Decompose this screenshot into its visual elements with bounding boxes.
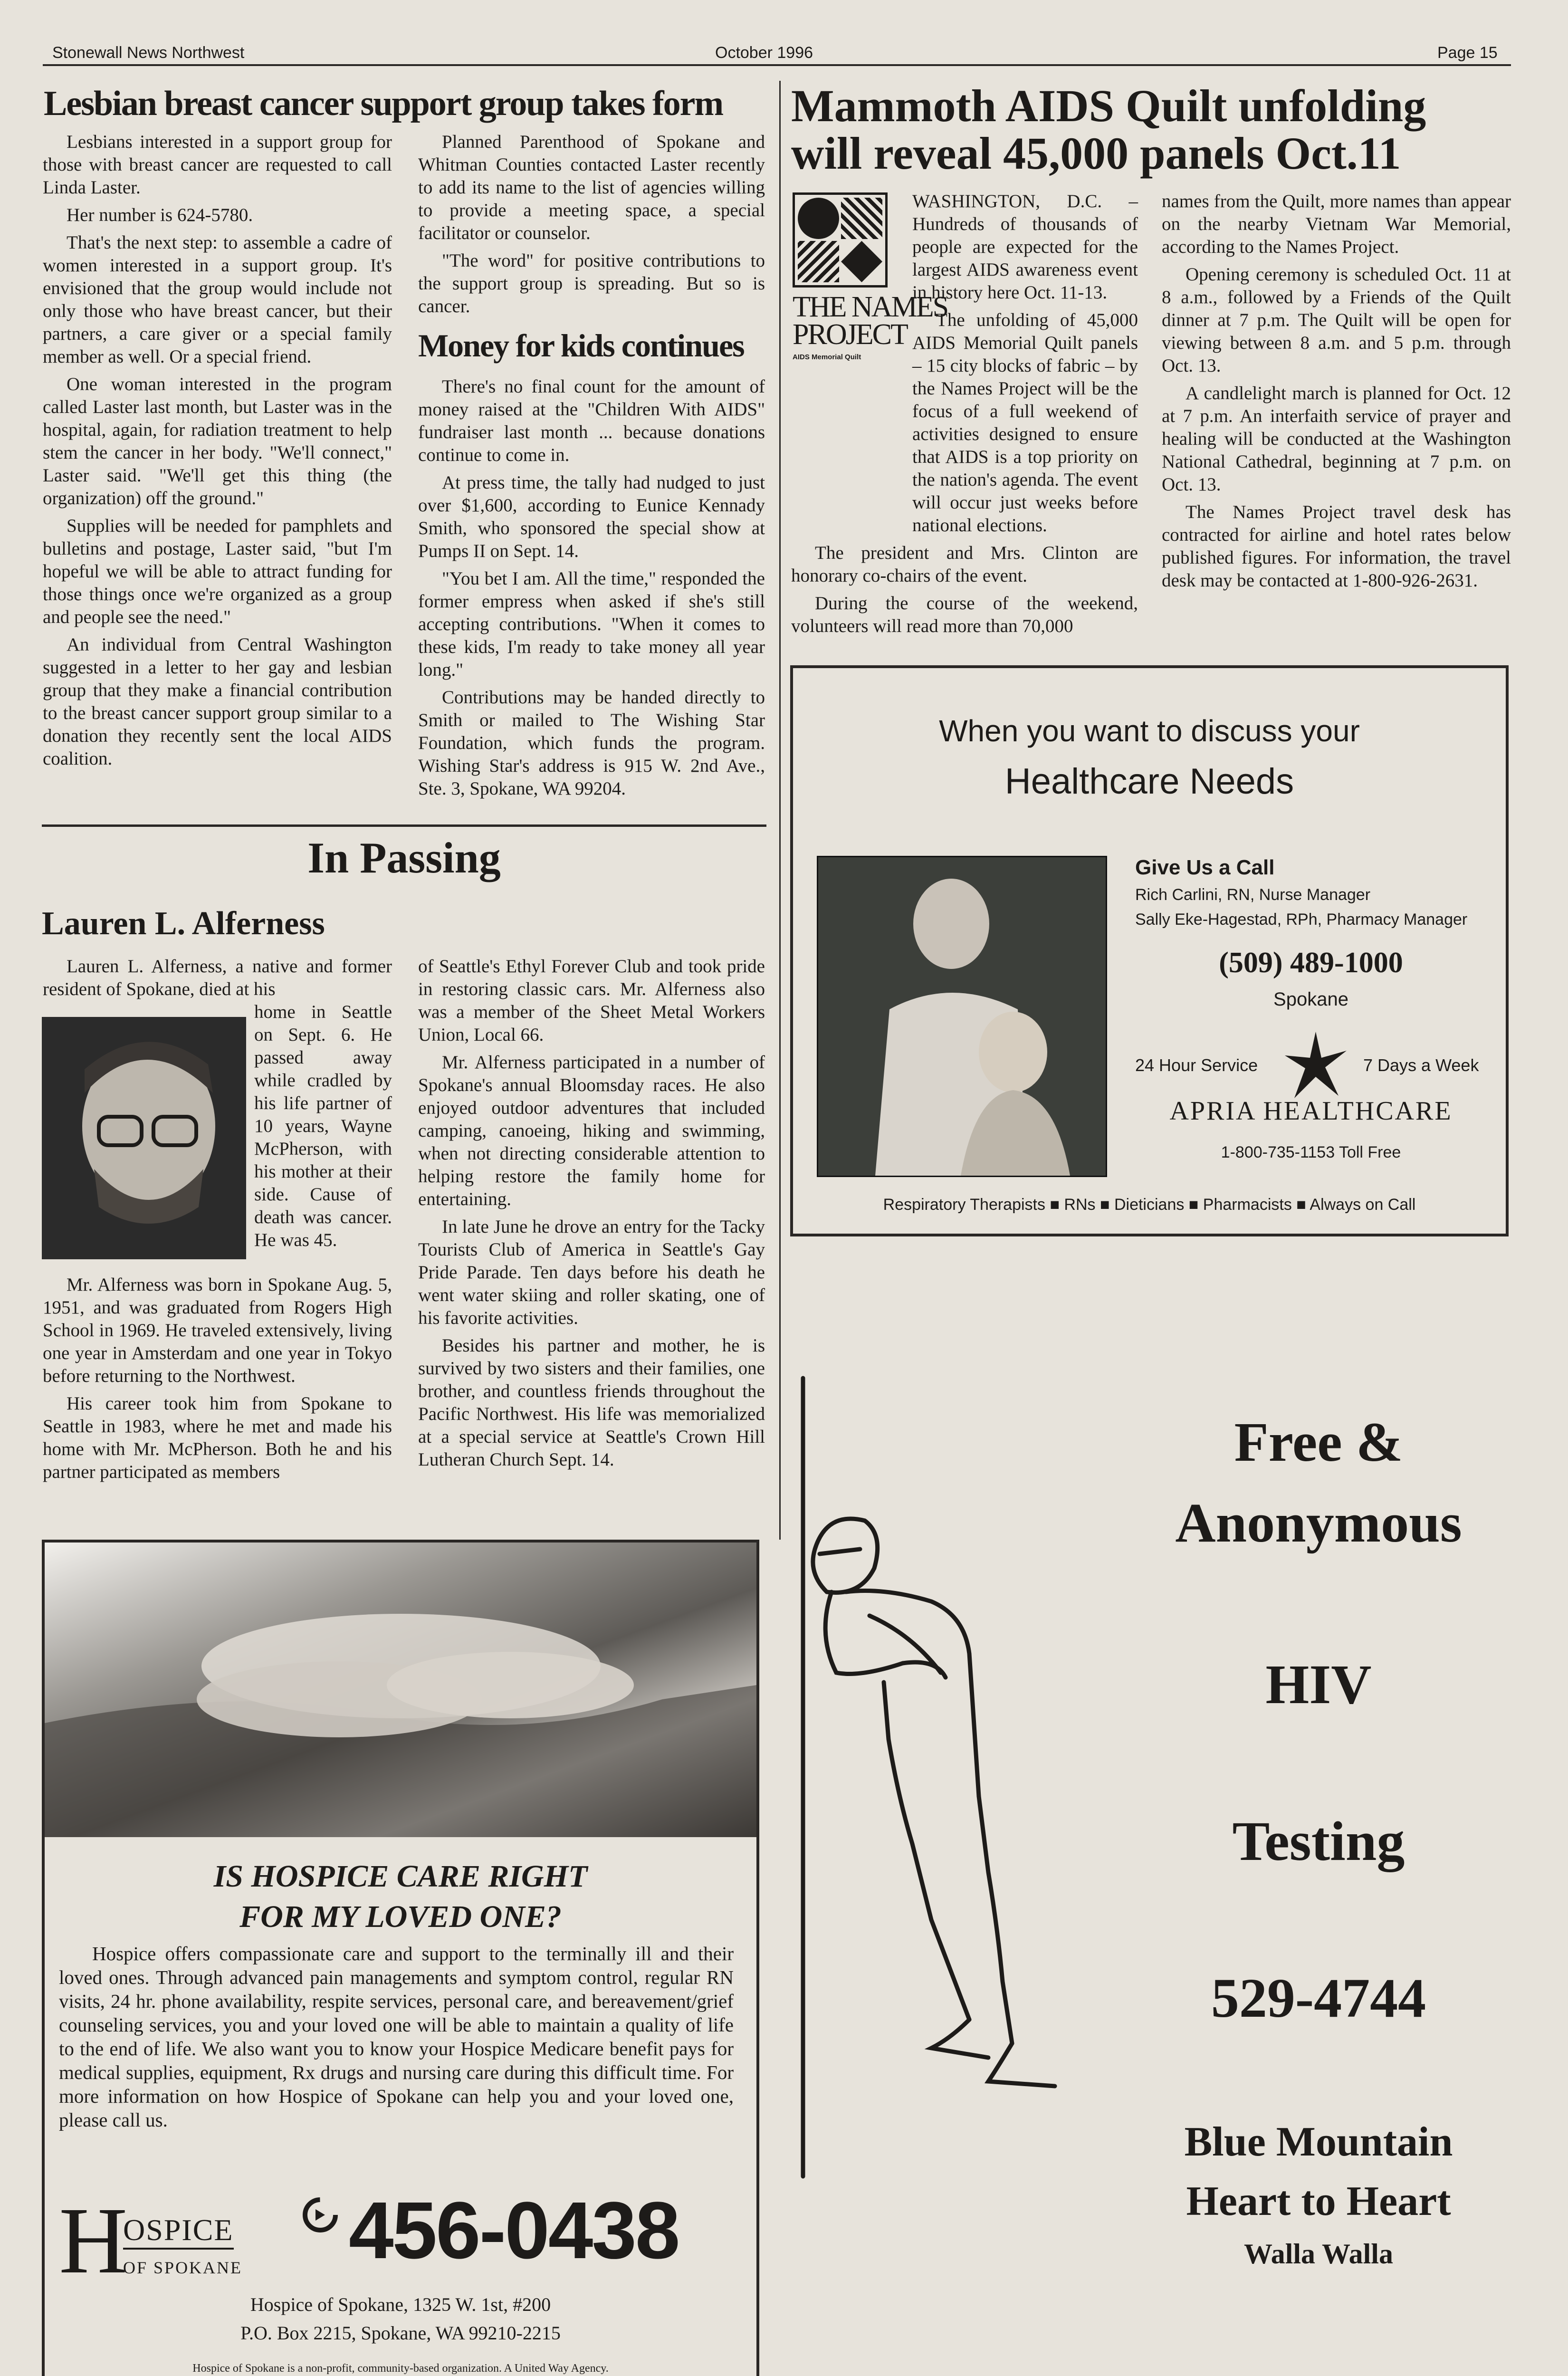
hospice-ad bbox=[42, 1540, 759, 2376]
money-kids-body bbox=[418, 375, 765, 805]
quilt-col2 bbox=[1162, 190, 1511, 597]
hospice-body bbox=[59, 1942, 734, 2136]
breast-cancer-headline: Lesbian breast cancer support group takes form bbox=[44, 84, 723, 123]
hospice-logo-h: H bbox=[59, 2188, 128, 2293]
masthead-rule bbox=[43, 64, 1511, 66]
obituary-col2 bbox=[418, 955, 765, 1476]
hospice-address-1: Hospice of Spokane, 1325 W. 1st, #200 bbox=[250, 2294, 551, 2315]
issue-date: October 1996 bbox=[715, 44, 813, 62]
staff-name-1: Rich Carlini, RN, Nurse Manager bbox=[1135, 886, 1371, 904]
service-hours: 24 Hour Service bbox=[1135, 1055, 1258, 1075]
alferness-photo bbox=[42, 1017, 246, 1259]
hospice-logo-city: OF SPOKANE bbox=[123, 2258, 243, 2277]
paper-name: Stonewall News Northwest bbox=[52, 44, 245, 62]
paragraph: During the course of the weekend, volunteers will read more than 70,000 bbox=[791, 593, 1138, 636]
paragraph: Her number is 624-5780. bbox=[67, 205, 253, 225]
hospice-logo-word: OSPICE bbox=[123, 2213, 234, 2250]
apria-services: Respiratory Therapists ■ RNs ■ Dieticians ■ Pharmacists ■ Always on Call bbox=[883, 1196, 1416, 1214]
hiv-line-3: HIV bbox=[1265, 1653, 1372, 1715]
paragraph: There's no final count for the amount of money raised at the "Children With AIDS" fundraiser last month ... because donations continue to come in. bbox=[418, 376, 765, 465]
paragraph: Supplies will be needed for pamphlets and bulletins and postage, Laster said, "but I'm hopeful we will be able to attract funding for those things once we're organized as a group and people see the need." bbox=[43, 516, 392, 627]
quilt-col1-bottom bbox=[791, 542, 1138, 642]
hiv-phone: 529-4744 bbox=[1211, 1967, 1426, 2029]
column-divider bbox=[779, 81, 781, 1540]
paragraph: An individual from Central Washington suggested in a letter to her gay and lesbian group that they make a financial contribution to the breast cancer support group similar to a donation they recently sent the local AIDS coalition. bbox=[43, 634, 392, 769]
apria-city: Spokane bbox=[1273, 989, 1348, 1010]
paragraph: WASHINGTON, D.C. – Hundreds of thousands of people are expected for the largest AIDS awareness event in history here Oct. 11-13. bbox=[912, 191, 1138, 303]
paragraph: The Names Project travel desk has contracted for airline and hotel rates below published figures. For information, the travel desk may be contacted at 1-800-926-2631. bbox=[1162, 502, 1511, 591]
paragraph: The unfolding of 45,000 AIDS Memorial Quilt panels – 15 city blocks of fabric – by the Names Project will be the focus of a full weekend of activities designed to ensure that AIDS is a top priority on the nation's agenda. The event will occur just weeks before national elections. bbox=[912, 310, 1138, 536]
paragraph: That's the next step: to assemble a cadre of women interested in a support group. It's envisioned that the group would include not only those who have breast cancer, but their partners, a care giver or a special family member as well. Or a special friend. bbox=[43, 232, 392, 367]
paragraph: Opening ceremony is scheduled Oct. 11 at 8 a.m., followed by a Friends of the Quilt dinner at 7 p.m. The Quilt will be open for viewing between 8 a.m. and 5 p.m. through Oct. 13. bbox=[1162, 264, 1511, 376]
hiv-line-4: Testing bbox=[1232, 1810, 1405, 1872]
apria-healthcare-ad bbox=[790, 665, 1509, 1236]
hospice-phone: 456-0438 bbox=[349, 2185, 679, 2276]
obituary-name: Lauren L. Alferness bbox=[42, 905, 325, 942]
in-passing-title: In Passing bbox=[307, 834, 501, 882]
obituary-col1-top bbox=[43, 955, 392, 1001]
paragraph: Besides his partner and mother, he is survived by two sisters and their families, one brother, and countless friends throughout the Pacific Northwest. His life was memorialized at a special service at Seattle's Crown Hill Lutheran Church Sept. 14. bbox=[418, 1335, 765, 1470]
paragraph: Mr. Alferness participated in a number of Spokane's annual Bloomsday races. He also enjoyed outdoor adventures that included camping, canoeing, hiking and swimming, when not directing considerable attention to helping restore the family home for entertaining. bbox=[418, 1052, 765, 1209]
portrait-figure bbox=[42, 1017, 246, 1259]
page-number: Page 15 bbox=[1437, 44, 1498, 62]
staff-name-2: Sally Eke-Hagestad, RPh, Pharmacy Manager bbox=[1135, 910, 1468, 929]
apria-phone: (509) 489-1000 bbox=[1219, 947, 1403, 979]
hiv-city: Walla Walla bbox=[1244, 2238, 1393, 2270]
paragraph: of Seattle's Ethyl Forever Club and took pride in restoring classic cars. Mr. Alferness also was a member of the Sheet Metal Workers Union, Local 66. bbox=[418, 956, 765, 1045]
logo-line2: PROJECT bbox=[793, 318, 907, 351]
in-passing-rule bbox=[42, 824, 766, 827]
hiv-line-2: Anonymous bbox=[1175, 1492, 1462, 1554]
apria-tagline-1: When you want to discuss your bbox=[939, 714, 1360, 748]
paragraph: names from the Quilt, more names than appear on the nearby Vietnam War Memorial, according to the Names Project. bbox=[1162, 191, 1511, 257]
paragraph: Hospice offers compassionate care and support to the terminally ill and their loved ones. Through advanced pain managements and symptom control, regular RN visits, 24 hr. phone availability, respite services, personal care, and bereavement/grief counseling services, you and your loved one will be able to maintain a quality of life to the end of life. We also want you to know your Hospice Medicare benefit pays for medical supplies, equipment, Rx drugs and nursing care during this difficult time. For more information on how Hospice of Spokane can help you and your loved one, please call us. bbox=[59, 1943, 734, 2131]
breast-cancer-col1 bbox=[43, 131, 392, 775]
paragraph: Contributions may be handed directly to Smith or mailed to The Wishing Star Foundation, which funds the program. Wishing Star's address is 915 W. 2nd Ave., Ste. 3, Spokane, WA 99204. bbox=[418, 687, 765, 799]
obituary-col1-wrap bbox=[254, 1001, 392, 1256]
give-us-a-call: Give Us a Call bbox=[1135, 856, 1275, 879]
phone-icon bbox=[301, 2196, 339, 2236]
paragraph: Lesbians interested in a support group for those with breast cancer are requested to call Linda Laster. bbox=[43, 132, 392, 198]
service-days: 7 Days a Week bbox=[1363, 1055, 1479, 1075]
leaning-figure-illustration bbox=[789, 1369, 1121, 2214]
paragraph: The president and Mrs. Clinton are honorary co-chairs of the event. bbox=[791, 543, 1138, 586]
hospice-address-2: P.O. Box 2215, Spokane, WA 99210-2215 bbox=[240, 2322, 561, 2344]
hospice-question-1: IS HOSPICE CARE RIGHT bbox=[213, 1859, 588, 1894]
apria-star-icon bbox=[1282, 1029, 1349, 1103]
staff-photo-figures bbox=[818, 857, 1106, 1176]
breast-cancer-col2 bbox=[418, 131, 765, 323]
paragraph: Planned Parenthood of Spokane and Whitman Counties contacted Laster recently to add its name to the list of agencies willing to provide a meeting space, a special facilitator or counselor. bbox=[418, 132, 765, 243]
quilt-headline-line1: Mammoth AIDS Quilt unfolding bbox=[791, 80, 1426, 131]
apria-brand: APRIA HEALTHCARE bbox=[1169, 1096, 1453, 1126]
apria-tollfree: 1-800-735-1153 Toll Free bbox=[1221, 1143, 1401, 1161]
paragraph: home in Seattle on Sept. 6. He passed away while cradled by his life partner of 10 years, Wayne McPherson, with his mother at their side. Cause of death was cancer. He was 45. bbox=[254, 1002, 392, 1250]
hiv-line-1: Free & bbox=[1234, 1411, 1403, 1473]
hiv-org-1: Blue Mountain bbox=[1184, 2119, 1453, 2165]
money-kids-headline: Money for kids continues bbox=[418, 327, 744, 364]
hiv-org-2: Heart to Heart bbox=[1186, 2178, 1451, 2224]
paragraph: "The word" for positive contributions to the support group is spreading. But so is cancer. bbox=[418, 250, 765, 316]
quilt-headline-line2: will reveal 45,000 panels Oct.11 bbox=[791, 128, 1401, 179]
hospice-question-2: FOR MY LOVED ONE? bbox=[239, 1899, 562, 1934]
paragraph: In late June he drove an entry for the Tacky Tourists Club of America in Seattle's Gay Pride Parade. Ten days before his death he went water skiing and roller skating, one of his favorite activities. bbox=[418, 1217, 765, 1328]
paragraph: A candlelight march is planned for Oct. 12 at 7 p.m. An interfaith service of prayer and healing will be conducted at the Washington National Cathedral, beginning at 7 p.m. on Oct. 13. bbox=[1162, 383, 1511, 495]
quilt-col1 bbox=[791, 190, 1138, 542]
paragraph: At press time, the tally had nudged to just over $1,600, according to Eunice Kennady Smith, who sponsored the special show at Pumps II on Sept. 14. bbox=[418, 472, 765, 561]
obituary-col1-rest bbox=[43, 1274, 392, 1488]
logo-line1: THE NAMES bbox=[793, 291, 948, 323]
apria-tagline-2: Healthcare Needs bbox=[1004, 761, 1294, 802]
paragraph: His career took him from Spokane to Seattle in 1983, where he met and made his home with Mr. McPherson. Both he and his partner participated as members bbox=[43, 1393, 392, 1482]
paragraph: "You bet I am. All the time," responded the former empress when asked if she's still accepting contributions. "When it comes to these kids, I'm ready to take money all year long." bbox=[418, 568, 765, 680]
holding-hands-image bbox=[45, 1542, 756, 1837]
hospice-note: Hospice of Spokane is a non-profit, community-based organization. A United Way Agency. bbox=[192, 2362, 609, 2375]
paragraph: Mr. Alferness was born in Spokane Aug. 5, 1951, and was graduated from Rogers High School in 1969. He traveled extensively, living one year in Amsterdam and one year in Tokyo before returning to the Northwest. bbox=[43, 1274, 392, 1386]
paragraph: Lauren L. Alferness, a native and former resident of Spokane, died at his bbox=[43, 956, 392, 999]
logo-caption: AIDS Memorial Quilt bbox=[793, 353, 861, 361]
paragraph: One woman interested in the program called Laster last month, but Laster was in the hospital, again, for radiation treatment to help stem the cancer in her body. "We'll connect," Laster said. "We'll get this thing (the organization) off the ground." bbox=[43, 374, 392, 508]
staff-photo bbox=[817, 856, 1107, 1177]
hands-photo bbox=[45, 1542, 756, 1837]
